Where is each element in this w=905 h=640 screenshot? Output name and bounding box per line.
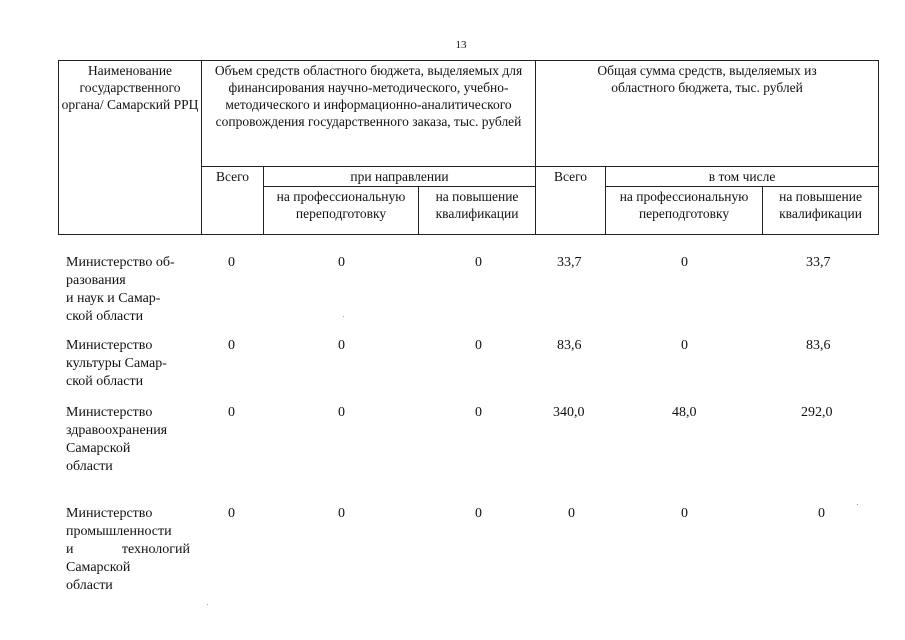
row-org-name: Министерство культуры Самар- ской области [66, 338, 167, 389]
page-number: 13 [455, 39, 467, 51]
row-org-name: Министерство об- разования и наук и Самар- ской области [66, 255, 175, 324]
header-total-allocated: Общая сумма средств, выделяемых из областного бюджета, тыс. рублей [536, 61, 879, 167]
value-total-allocated: 33,7 [557, 255, 582, 270]
value-retraining-budget: 0 [338, 506, 345, 521]
scan-speck [207, 604, 208, 605]
header-retraining-1: на профессиональную переподготовку [264, 187, 419, 235]
value-total-allocated: 340,0 [553, 405, 585, 420]
value-qualification-budget: 0 [475, 405, 482, 420]
value-qualification-allocated: 33,7 [806, 255, 831, 270]
header-org-column: Наименование государственного органа/ Самарский РРЦ [59, 61, 202, 235]
value-qualification-allocated: 83,6 [806, 338, 831, 353]
value-retraining-budget: 0 [338, 338, 345, 353]
value-retraining-allocated: 0 [681, 255, 688, 270]
header-regional-budget-volume: Объем средств областного бюджета, выделяемых для финансирования научно-методического, учебно-методического и информационно-аналитического сопровождения государственного заказа, тыс. рублей [202, 61, 536, 167]
header-total-1: Всего [202, 167, 264, 235]
scan-speck [343, 316, 344, 317]
table-header [58, 60, 879, 235]
value-qualification-allocated: 0 [818, 506, 825, 521]
value-retraining-budget: 0 [338, 255, 345, 270]
header-qualification-2: на повышение квалификации [763, 187, 879, 235]
value-qualification-allocated: 292,0 [801, 405, 833, 420]
value-total-allocated: 83,6 [557, 338, 582, 353]
value-retraining-allocated: 48,0 [672, 405, 697, 420]
value-qualification-budget: 0 [475, 338, 482, 353]
value-total-budget: 0 [228, 338, 235, 353]
header-direction: при направлении [264, 167, 536, 187]
row-org-name: Министерство здравоохранения Самарской области [66, 405, 168, 474]
value-total-budget: 0 [228, 405, 235, 420]
value-total-allocated: 0 [568, 506, 575, 521]
header-qualification-1: на повышение квалификации [419, 187, 536, 235]
header-including: в том числе [606, 167, 879, 187]
value-retraining-allocated: 0 [681, 506, 688, 521]
value-retraining-budget: 0 [338, 405, 345, 420]
value-total-budget: 0 [228, 506, 235, 521]
value-qualification-budget: 0 [475, 255, 482, 270]
header-retraining-2: на профессиональную переподготовку [606, 187, 763, 235]
value-retraining-allocated: 0 [681, 338, 688, 353]
scan-speck [857, 504, 858, 505]
value-qualification-budget: 0 [475, 506, 482, 521]
value-total-budget: 0 [228, 255, 235, 270]
row-org-name: Министерство промышленности и технологий Самарской области [66, 506, 190, 593]
header-total-2: Всего [536, 167, 606, 235]
